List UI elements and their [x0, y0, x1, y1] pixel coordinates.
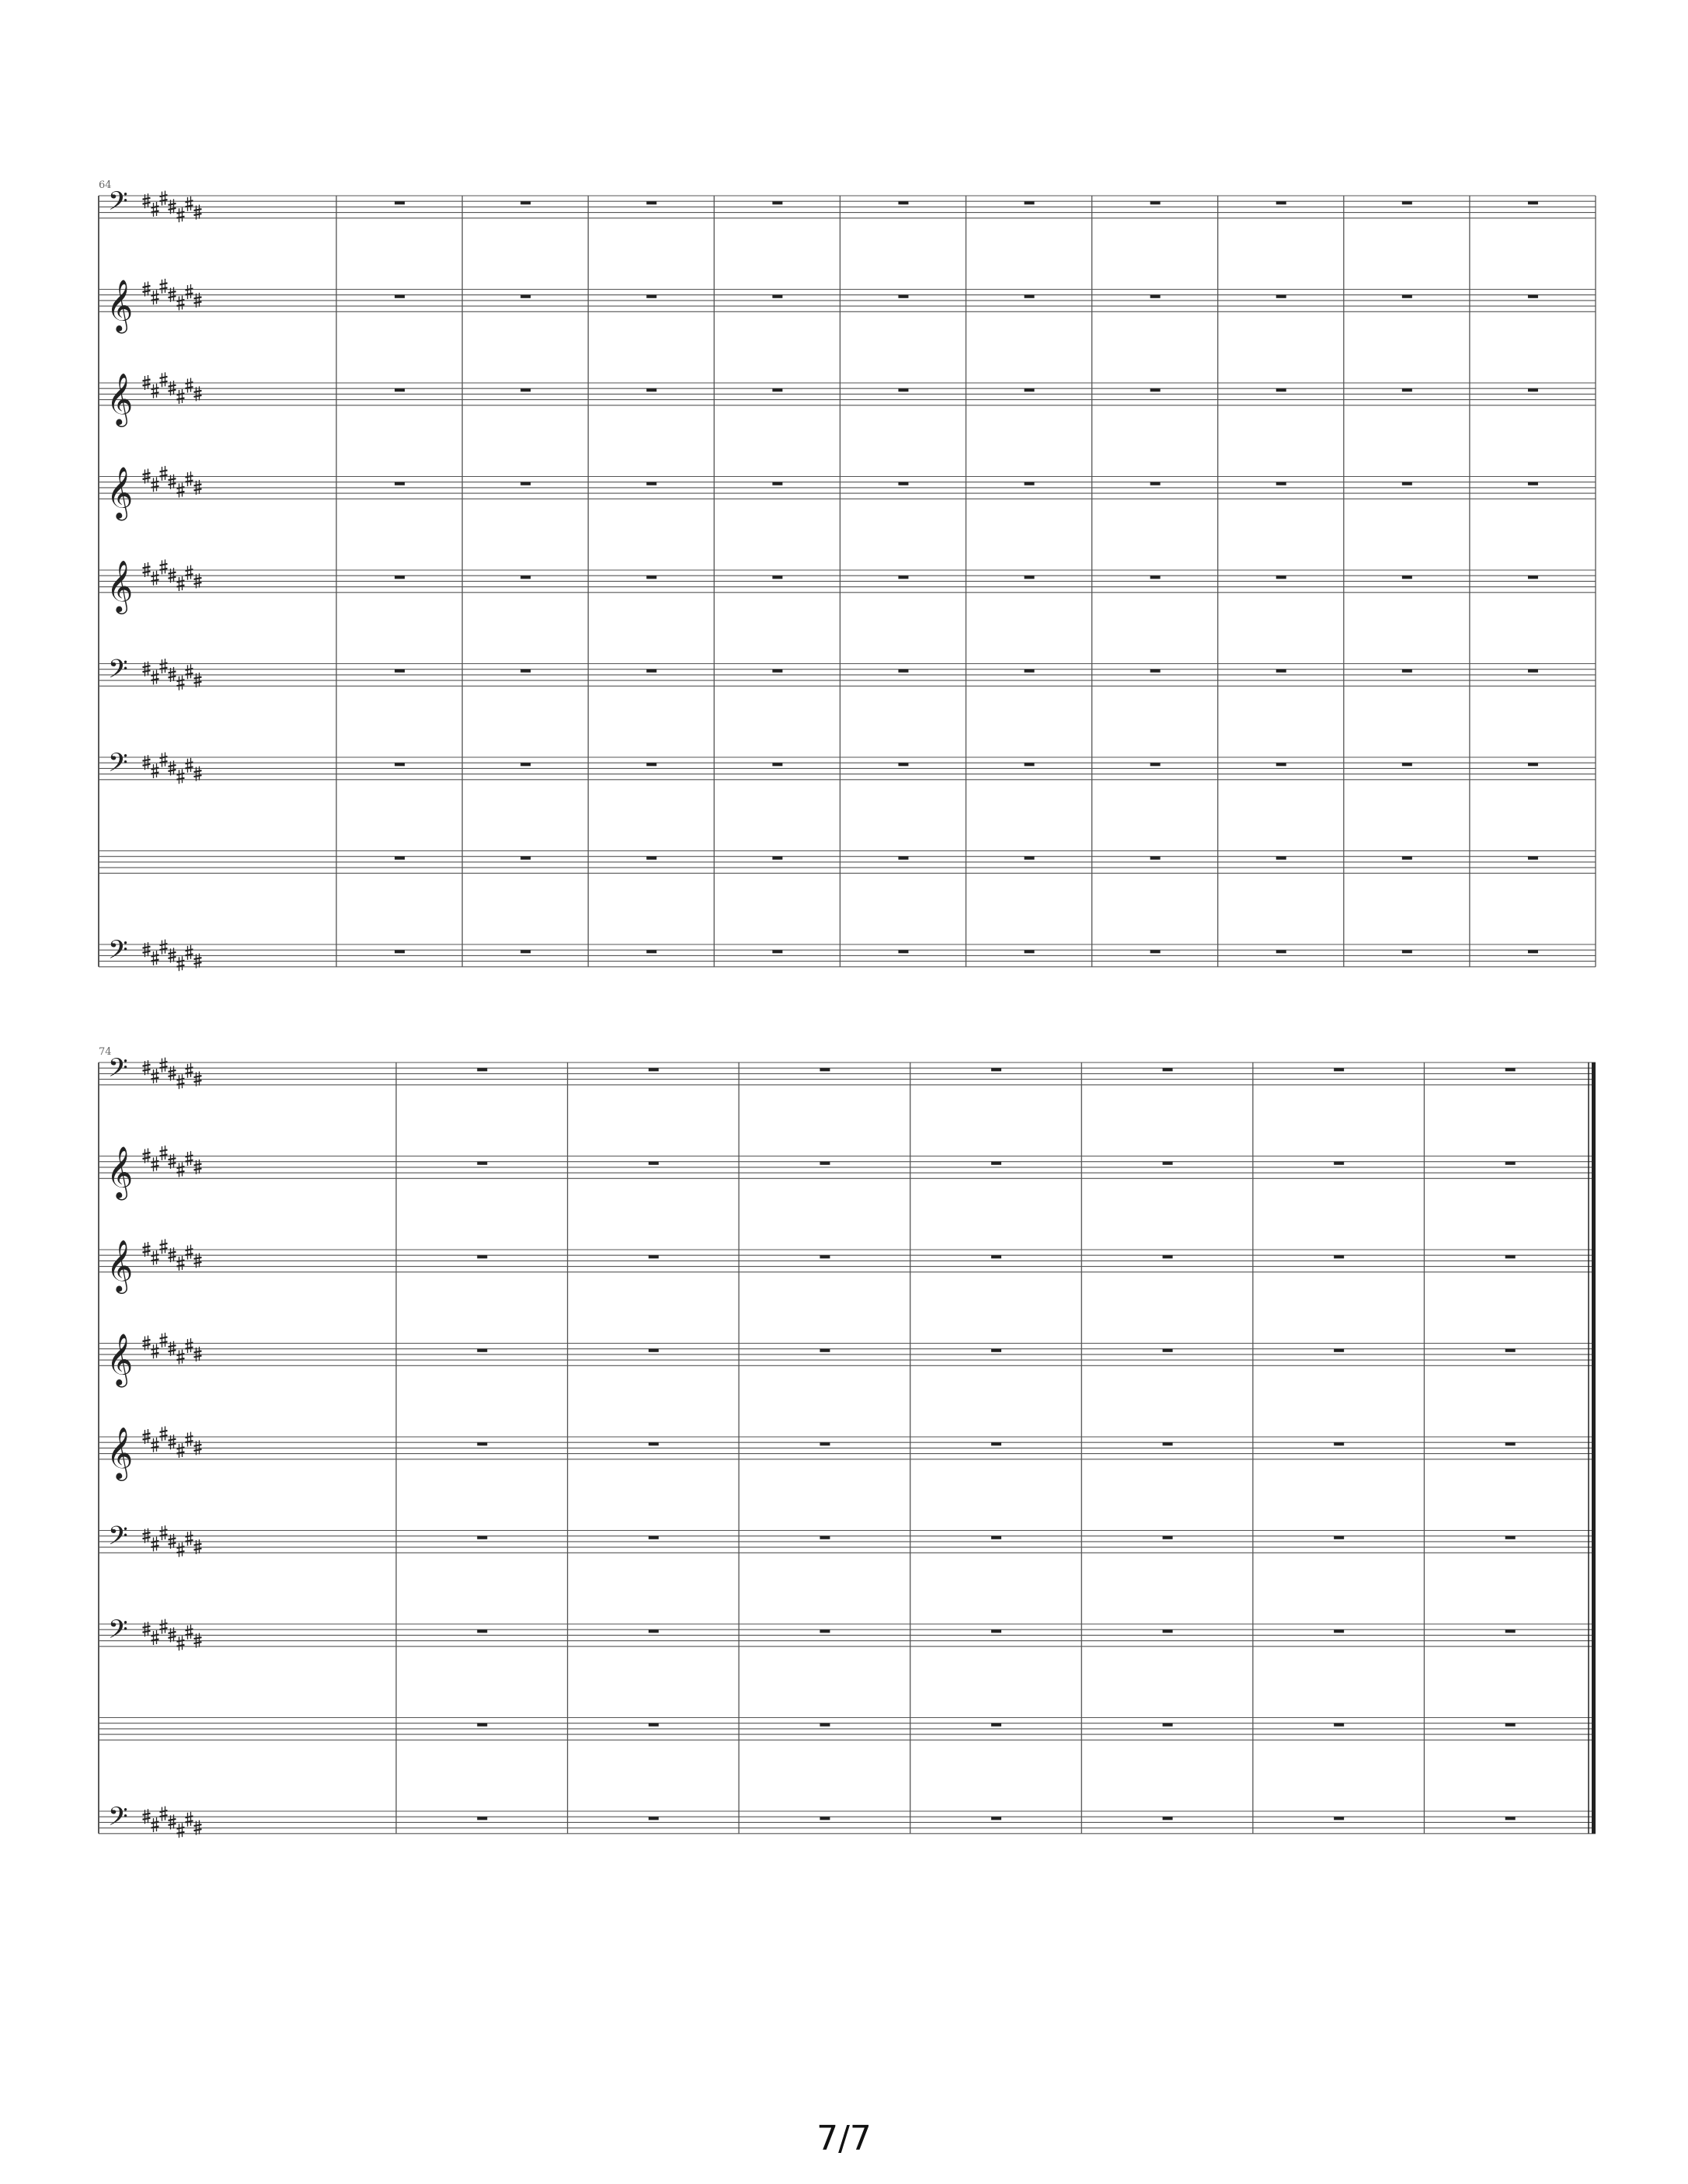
- whole-rest-icon: [991, 1162, 1001, 1165]
- whole-rest-icon: [1402, 857, 1412, 860]
- whole-rest-icon: [772, 857, 782, 860]
- measure-number: 64: [99, 179, 112, 191]
- whole-rest-icon: [1150, 857, 1161, 860]
- whole-rest-icon: [1528, 669, 1538, 673]
- staff-6: [99, 1521, 1596, 1557]
- sharp-icon: [177, 1636, 185, 1650]
- whole-rest-icon: [991, 1536, 1001, 1539]
- treble-clef-icon: 𝄞: [106, 371, 134, 425]
- whole-rest-icon: [772, 669, 782, 673]
- whole-rest-icon: [898, 482, 908, 485]
- whole-rest-icon: [1528, 576, 1538, 579]
- staff-4: [99, 465, 1596, 520]
- sharp-icon: [186, 1245, 193, 1260]
- whole-rest-icon: [898, 669, 908, 673]
- staff-7: [99, 1615, 1596, 1651]
- sharp-icon: [177, 1823, 185, 1838]
- sharp-icon: [177, 1163, 185, 1177]
- treble-clef-icon: 𝄞: [106, 558, 134, 612]
- whole-rest-icon: [1528, 295, 1538, 298]
- sharp-icon: [177, 1542, 185, 1557]
- bass-clef-icon: 𝄢: [108, 655, 128, 691]
- whole-rest-icon: [395, 295, 405, 298]
- whole-rest-icon: [772, 482, 782, 485]
- staff-3: [99, 372, 1596, 427]
- whole-rest-icon: [646, 950, 656, 953]
- sharp-icon: [186, 471, 193, 486]
- whole-rest-icon: [646, 388, 656, 391]
- staff-9: [99, 936, 1596, 972]
- sharp-icon: [177, 296, 185, 311]
- treble-clef-icon: 𝄞: [106, 1238, 134, 1292]
- whole-rest-icon: [1505, 1629, 1516, 1633]
- sharp-icon: [160, 191, 168, 206]
- sharp-icon: [151, 1156, 159, 1171]
- whole-rest-icon: [1505, 1255, 1516, 1258]
- whole-rest-icon: [395, 201, 405, 204]
- whole-rest-icon: [1150, 295, 1161, 298]
- measure-number: 74: [99, 1046, 112, 1058]
- sharp-icon: [160, 753, 168, 767]
- whole-rest-icon: [1334, 1255, 1344, 1258]
- sharp-icon: [177, 1074, 185, 1089]
- whole-rest-icon: [1150, 576, 1161, 579]
- whole-rest-icon: [1025, 576, 1035, 579]
- whole-rest-icon: [898, 201, 908, 204]
- sharp-icon: [160, 659, 168, 673]
- whole-rest-icon: [1025, 295, 1035, 298]
- whole-rest-icon: [1276, 763, 1286, 766]
- whole-rest-icon: [646, 576, 656, 579]
- whole-rest-icon: [1505, 1817, 1516, 1820]
- whole-rest-icon: [1163, 1255, 1173, 1258]
- whole-rest-icon: [520, 576, 531, 579]
- sharp-icon: [160, 279, 168, 294]
- sharp-icon: [160, 1239, 168, 1254]
- whole-rest-icon: [520, 295, 531, 298]
- whole-rest-icon: [649, 1349, 659, 1352]
- sharp-icon: [151, 384, 159, 398]
- sharp-icon: [151, 1817, 159, 1832]
- whole-rest-icon: [1528, 950, 1538, 953]
- whole-rest-icon: [1402, 295, 1412, 298]
- bass-clef-icon: 𝄢: [108, 186, 128, 223]
- staff-5: [99, 559, 1596, 614]
- whole-rest-icon: [520, 201, 531, 204]
- whole-rest-icon: [1276, 295, 1286, 298]
- sharp-icon: [186, 1812, 193, 1827]
- sharp-icon: [160, 1058, 168, 1073]
- whole-rest-icon: [520, 669, 531, 673]
- sharp-icon: [160, 466, 168, 481]
- whole-rest-icon: [1150, 388, 1161, 391]
- whole-rest-icon: [1025, 950, 1035, 953]
- whole-rest-icon: [1025, 482, 1035, 485]
- whole-rest-icon: [649, 1536, 659, 1539]
- whole-rest-icon: [1276, 201, 1286, 204]
- whole-rest-icon: [649, 1723, 659, 1727]
- whole-rest-icon: [1163, 1068, 1173, 1071]
- bass-clef-icon: 𝄢: [108, 1053, 128, 1090]
- bass-clef-icon: 𝄢: [108, 1615, 128, 1651]
- whole-rest-icon: [772, 763, 782, 766]
- system-1: [99, 179, 1596, 972]
- sharp-icon: [160, 1619, 168, 1634]
- whole-rest-icon: [646, 857, 656, 860]
- whole-rest-icon: [1276, 950, 1286, 953]
- whole-rest-icon: [477, 1536, 487, 1539]
- whole-rest-icon: [991, 1723, 1001, 1727]
- whole-rest-icon: [898, 295, 908, 298]
- sharp-icon: [186, 1063, 193, 1078]
- treble-clef-icon: 𝄞: [106, 1425, 134, 1479]
- whole-rest-icon: [1528, 857, 1538, 860]
- whole-rest-icon: [395, 669, 405, 673]
- sharp-icon: [186, 565, 193, 580]
- sharp-icon: [151, 202, 159, 217]
- whole-rest-icon: [991, 1442, 1001, 1445]
- staff-3: [99, 1239, 1596, 1294]
- whole-rest-icon: [1505, 1442, 1516, 1445]
- whole-rest-icon: [1163, 1162, 1173, 1165]
- whole-rest-icon: [1150, 201, 1161, 204]
- staff-4: [99, 1332, 1596, 1387]
- whole-rest-icon: [898, 763, 908, 766]
- whole-rest-icon: [820, 1536, 830, 1539]
- whole-rest-icon: [395, 482, 405, 485]
- whole-rest-icon: [1150, 950, 1161, 953]
- whole-rest-icon: [477, 1817, 487, 1820]
- sharp-icon: [151, 951, 159, 965]
- system-2: [99, 1046, 1596, 1838]
- whole-rest-icon: [991, 1629, 1001, 1633]
- staff-8: [99, 1718, 1596, 1741]
- whole-rest-icon: [1334, 1536, 1344, 1539]
- whole-rest-icon: [991, 1817, 1001, 1820]
- whole-rest-icon: [991, 1255, 1001, 1258]
- whole-rest-icon: [649, 1162, 659, 1165]
- whole-rest-icon: [1528, 763, 1538, 766]
- sharp-icon: [186, 758, 193, 773]
- whole-rest-icon: [772, 201, 782, 204]
- sharp-icon: [160, 1525, 168, 1540]
- whole-rest-icon: [395, 388, 405, 391]
- sharp-icon: [151, 1069, 159, 1083]
- sharp-icon: [160, 1333, 168, 1348]
- whole-rest-icon: [1276, 482, 1286, 485]
- sharp-icon: [151, 670, 159, 685]
- whole-rest-icon: [898, 388, 908, 391]
- sharp-icon: [177, 1350, 185, 1365]
- sharp-icon: [151, 763, 159, 778]
- sharp-icon: [186, 196, 193, 211]
- whole-rest-icon: [1276, 388, 1286, 391]
- treble-clef-icon: 𝄞: [106, 278, 134, 332]
- whole-rest-icon: [820, 1817, 830, 1820]
- sharp-icon: [186, 1531, 193, 1546]
- whole-rest-icon: [820, 1162, 830, 1165]
- whole-rest-icon: [1276, 857, 1286, 860]
- whole-rest-icon: [1334, 1817, 1344, 1820]
- sharp-icon: [160, 1426, 168, 1441]
- whole-rest-icon: [1334, 1068, 1344, 1071]
- whole-rest-icon: [1334, 1442, 1344, 1445]
- staff-8: [99, 851, 1596, 874]
- whole-rest-icon: [1505, 1536, 1516, 1539]
- sharp-icon: [186, 1151, 193, 1166]
- bass-clef-icon: 𝄢: [108, 935, 128, 972]
- sharp-icon: [186, 664, 193, 679]
- whole-rest-icon: [477, 1442, 487, 1445]
- whole-rest-icon: [1334, 1162, 1344, 1165]
- whole-rest-icon: [646, 763, 656, 766]
- sharp-icon: [151, 477, 159, 492]
- whole-rest-icon: [646, 669, 656, 673]
- whole-rest-icon: [1163, 1536, 1173, 1539]
- whole-rest-icon: [477, 1068, 487, 1071]
- whole-rest-icon: [477, 1349, 487, 1352]
- whole-rest-icon: [1402, 482, 1412, 485]
- whole-rest-icon: [820, 1723, 830, 1727]
- whole-rest-icon: [477, 1723, 487, 1727]
- whole-rest-icon: [1163, 1629, 1173, 1633]
- whole-rest-icon: [1163, 1349, 1173, 1352]
- sharp-icon: [151, 290, 159, 304]
- whole-rest-icon: [1505, 1162, 1516, 1165]
- treble-clef-icon: 𝄞: [106, 465, 134, 519]
- whole-rest-icon: [1334, 1349, 1344, 1352]
- whole-rest-icon: [646, 295, 656, 298]
- staff-2: [99, 1145, 1596, 1200]
- whole-rest-icon: [1334, 1723, 1344, 1727]
- sharp-icon: [186, 378, 193, 393]
- whole-rest-icon: [1163, 1817, 1173, 1820]
- whole-rest-icon: [820, 1349, 830, 1352]
- whole-rest-icon: [649, 1255, 659, 1258]
- sharp-icon: [186, 1625, 193, 1640]
- bass-clef-icon: 𝄢: [108, 1521, 128, 1558]
- whole-rest-icon: [1025, 201, 1035, 204]
- sharp-icon: [151, 1630, 159, 1645]
- sharp-icon: [177, 769, 185, 784]
- sharp-icon: [177, 207, 185, 222]
- whole-rest-icon: [898, 576, 908, 579]
- treble-clef-icon: 𝄞: [106, 1145, 134, 1198]
- final-barline-thick: [1592, 1062, 1596, 1834]
- staff-6: [99, 655, 1596, 690]
- sharp-icon: [186, 1432, 193, 1447]
- sharp-icon: [160, 1146, 168, 1160]
- sharp-icon: [177, 956, 185, 971]
- sharp-icon: [160, 372, 168, 387]
- whole-rest-icon: [991, 1068, 1001, 1071]
- sharp-icon: [186, 284, 193, 299]
- whole-rest-icon: [1505, 1349, 1516, 1352]
- whole-rest-icon: [1334, 1629, 1344, 1633]
- sharp-icon: [160, 940, 168, 955]
- whole-rest-icon: [1528, 201, 1538, 204]
- bass-clef-icon: 𝄢: [108, 748, 128, 784]
- sharp-icon: [186, 1338, 193, 1353]
- whole-rest-icon: [991, 1349, 1001, 1352]
- sharp-icon: [186, 945, 193, 960]
- sharp-icon: [177, 483, 185, 498]
- whole-rest-icon: [1163, 1723, 1173, 1727]
- whole-rest-icon: [1528, 388, 1538, 391]
- whole-rest-icon: [649, 1817, 659, 1820]
- staff-7: [99, 749, 1596, 784]
- whole-rest-icon: [646, 482, 656, 485]
- whole-rest-icon: [1528, 482, 1538, 485]
- whole-rest-icon: [477, 1162, 487, 1165]
- whole-rest-icon: [649, 1068, 659, 1071]
- sharp-icon: [177, 389, 185, 404]
- whole-rest-icon: [1505, 1723, 1516, 1727]
- staff-9: [99, 1803, 1596, 1838]
- whole-rest-icon: [1402, 201, 1412, 204]
- sharp-icon: [177, 1443, 185, 1458]
- whole-rest-icon: [1150, 669, 1161, 673]
- sharp-icon: [160, 1807, 168, 1821]
- whole-rest-icon: [772, 950, 782, 953]
- whole-rest-icon: [1402, 576, 1412, 579]
- sharp-icon: [151, 1438, 159, 1452]
- page-number: 7/7: [816, 2119, 872, 2158]
- staff-2: [99, 278, 1596, 333]
- whole-rest-icon: [1402, 669, 1412, 673]
- sharp-icon: [160, 559, 168, 574]
- whole-rest-icon: [1150, 763, 1161, 766]
- whole-rest-icon: [772, 388, 782, 391]
- sharp-icon: [151, 1250, 159, 1265]
- whole-rest-icon: [1402, 388, 1412, 391]
- whole-rest-icon: [1150, 482, 1161, 485]
- whole-rest-icon: [520, 482, 531, 485]
- whole-rest-icon: [395, 763, 405, 766]
- sharp-icon: [151, 1344, 159, 1358]
- whole-rest-icon: [1025, 763, 1035, 766]
- treble-clef-icon: 𝄞: [106, 1332, 134, 1386]
- sharp-icon: [151, 571, 159, 586]
- whole-rest-icon: [898, 857, 908, 860]
- whole-rest-icon: [1276, 669, 1286, 673]
- whole-rest-icon: [820, 1629, 830, 1633]
- whole-rest-icon: [649, 1629, 659, 1633]
- whole-rest-icon: [649, 1442, 659, 1445]
- whole-rest-icon: [820, 1442, 830, 1445]
- sharp-icon: [177, 676, 185, 690]
- staff-1: [99, 1054, 1596, 1090]
- whole-rest-icon: [1276, 576, 1286, 579]
- whole-rest-icon: [520, 950, 531, 953]
- whole-rest-icon: [1025, 669, 1035, 673]
- whole-rest-icon: [1402, 950, 1412, 953]
- whole-rest-icon: [772, 295, 782, 298]
- whole-rest-icon: [477, 1629, 487, 1633]
- whole-rest-icon: [1025, 388, 1035, 391]
- whole-rest-icon: [395, 576, 405, 579]
- staff-1: [99, 187, 1596, 223]
- sharp-icon: [177, 576, 185, 591]
- whole-rest-icon: [395, 950, 405, 953]
- whole-rest-icon: [1505, 1068, 1516, 1071]
- whole-rest-icon: [1163, 1442, 1173, 1445]
- whole-rest-icon: [820, 1068, 830, 1071]
- staff-5: [99, 1426, 1596, 1481]
- whole-rest-icon: [646, 201, 656, 204]
- whole-rest-icon: [898, 950, 908, 953]
- bass-clef-icon: 𝄢: [108, 1802, 128, 1838]
- whole-rest-icon: [477, 1255, 487, 1258]
- whole-rest-icon: [1025, 857, 1035, 860]
- whole-rest-icon: [520, 857, 531, 860]
- whole-rest-icon: [395, 857, 405, 860]
- whole-rest-icon: [820, 1255, 830, 1258]
- whole-rest-icon: [772, 576, 782, 579]
- whole-rest-icon: [520, 388, 531, 391]
- whole-rest-icon: [1402, 763, 1412, 766]
- whole-rest-icon: [520, 763, 531, 766]
- sharp-icon: [151, 1537, 159, 1552]
- sharp-icon: [177, 1256, 185, 1271]
